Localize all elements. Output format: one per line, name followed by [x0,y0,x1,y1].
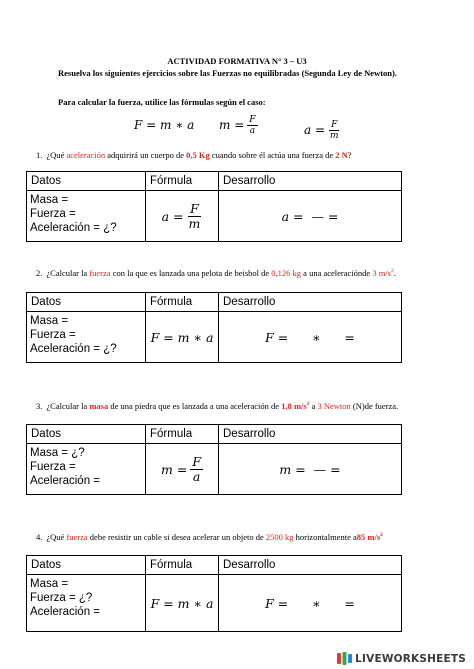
formula-acceleration-numerator: F [331,119,338,130]
question-number: 3. [36,401,43,411]
formula-expression: F = m ∗ a [150,595,214,611]
question-text: ¿Qué [46,532,67,542]
question-text: ¿Calcular la [46,401,90,411]
page-title: ACTIVIDAD FORMATIVA N° 3 – U3 [167,56,307,66]
formula-mass-numerator: F [249,114,256,125]
liveworksheets-logo-icon [337,652,352,665]
dato-masa: Masa = [30,194,69,206]
question-number: 1. [36,150,43,160]
question-text: (N)de fuerza. [350,401,399,411]
formula-numerator: F [190,200,199,216]
header-formula: Fórmula [146,172,219,191]
formula-acceleration [304,113,341,147]
question-highlight: 1,8 m/s [281,401,307,411]
desarrollo-expression: F = ∗ = [265,329,355,345]
dato-fuerza: Fuerza = [30,461,76,473]
formula-mass-lhs: m = [219,118,245,132]
question-highlight: aceleración [66,150,106,160]
desarrollo-cell[interactable] [219,191,402,242]
question-highlight: masa [89,401,109,411]
question-number: 2. [36,268,43,278]
question-superscript: 2 [306,401,310,408]
dato-aceleracion: Aceleración = [30,606,100,618]
answer-table-2 [26,292,402,363]
desarrollo-expression: m = — = [279,461,341,477]
dato-aceleracion: Aceleración = [30,475,100,487]
answer-table-3 [26,424,402,495]
datos-cell[interactable] [27,575,146,632]
datos-cell[interactable] [27,444,146,495]
question-text: a una aceleraciónde [301,268,373,278]
dato-fuerza: Fuerza = ¿? [30,592,93,604]
question-superscript: 2 [390,268,394,275]
question-text: debe resistir un cable si desea acelerar un objeto de [87,532,266,542]
header-formula: Fórmula [146,425,219,444]
question-highlight: 0,5 Kg [186,150,210,160]
desarrollo-cell[interactable] [219,444,402,495]
question-superscript: 2 [380,532,383,539]
question-text: ¿Qué [46,150,67,160]
header-formula: Fórmula [146,556,219,575]
formula-lhs: m = [161,461,188,477]
header-formula: Fórmula [146,293,219,312]
question-3 [36,401,398,411]
desarrollo-cell[interactable] [219,575,402,632]
formula-force: F = m ∗ a [134,118,195,132]
question-highlight: 3 m/s [372,268,391,278]
question-text: ? [347,150,352,160]
formula-denominator: a [192,468,201,484]
answer-table-1 [26,171,402,242]
question-2 [36,268,396,278]
dato-masa: Masa = [30,578,69,590]
question-highlight: 2 N [335,150,348,160]
question-highlight: 85 m/s [356,532,381,542]
dato-fuerza: Fuerza = [30,329,76,341]
formula-numerator: F [192,453,201,469]
header-datos: Datos [27,172,146,191]
liveworksheets-logo[interactable] [337,652,466,665]
formula-expression [162,202,203,231]
header-desarrollo: Desarrollo [219,172,402,191]
liveworksheets-logo-text: LIVEWORKSHEETS [355,652,466,665]
question-highlight: fuerza [89,268,111,278]
desarrollo-expression: a = — = [281,208,339,224]
question-number: 4. [36,532,43,542]
question-highlight: 2500 kg [265,532,294,542]
formula-fraction [190,455,203,484]
formula-cell [146,191,219,242]
formula-expression [161,455,203,484]
dato-masa: Masa = [30,315,69,327]
dato-aceleracion: Aceleración = ¿? [30,222,117,234]
desarrollo-cell[interactable] [219,312,402,363]
formula-mass-denominator: a [249,125,256,136]
formula-cell [146,312,219,363]
header-desarrollo: Desarrollo [219,293,402,312]
question-text: . [393,268,396,278]
question-highlight: 0,126 kg [271,268,302,278]
header-datos: Datos [27,425,146,444]
datos-cell[interactable] [27,312,146,363]
datos-cell[interactable] [27,191,146,242]
question-4 [36,532,383,542]
question-1 [36,150,352,160]
formula-denominator: m [188,215,201,231]
formula-intro-text: Para calcular la fuerza, utilice las fórmulas según el caso: [58,97,266,107]
dato-fuerza: Fuerza = [30,208,76,220]
question-text: a [309,401,318,411]
header-datos: Datos [27,556,146,575]
question-text: con la que es lanzada una pelota de beisbol de [110,268,272,278]
instructions-text: Resuelva los siguientes ejercicios sobre las Fuerzas no equilibradas (Segunda Ley de Newton). [58,68,397,78]
question-text: de una piedra que es lanzada a una aceleración de [108,401,282,411]
dato-aceleracion: Aceleración = ¿? [30,343,117,355]
header-datos: Datos [27,293,146,312]
formula-fraction [187,202,203,231]
formula-acceleration-fraction [328,120,341,141]
formula-acceleration-lhs: a = [304,123,326,137]
desarrollo-expression: F = ∗ = [265,595,355,611]
question-text: horizontalmente a [293,532,357,542]
answer-table-4 [26,555,402,632]
formula-lhs: a = [161,208,184,224]
formula-cell [146,575,219,632]
question-highlight: fuerza [66,532,88,542]
formula-expression: F = m ∗ a [150,329,214,345]
question-text: ¿Calcular la [46,268,90,278]
question-highlight: 3 Newton [317,401,351,411]
question-text: adquirirá un cuerpo de [105,150,187,160]
header-desarrollo: Desarrollo [219,425,402,444]
formula-mass [219,108,258,142]
dato-masa: Masa = ¿? [30,447,85,459]
formula-acceleration-denominator: m [330,130,339,141]
formula-cell [146,444,219,495]
header-desarrollo: Desarrollo [219,556,402,575]
formula-mass-fraction [247,115,257,136]
question-text: cuando sobre él actúa una fuerza de [209,150,336,160]
